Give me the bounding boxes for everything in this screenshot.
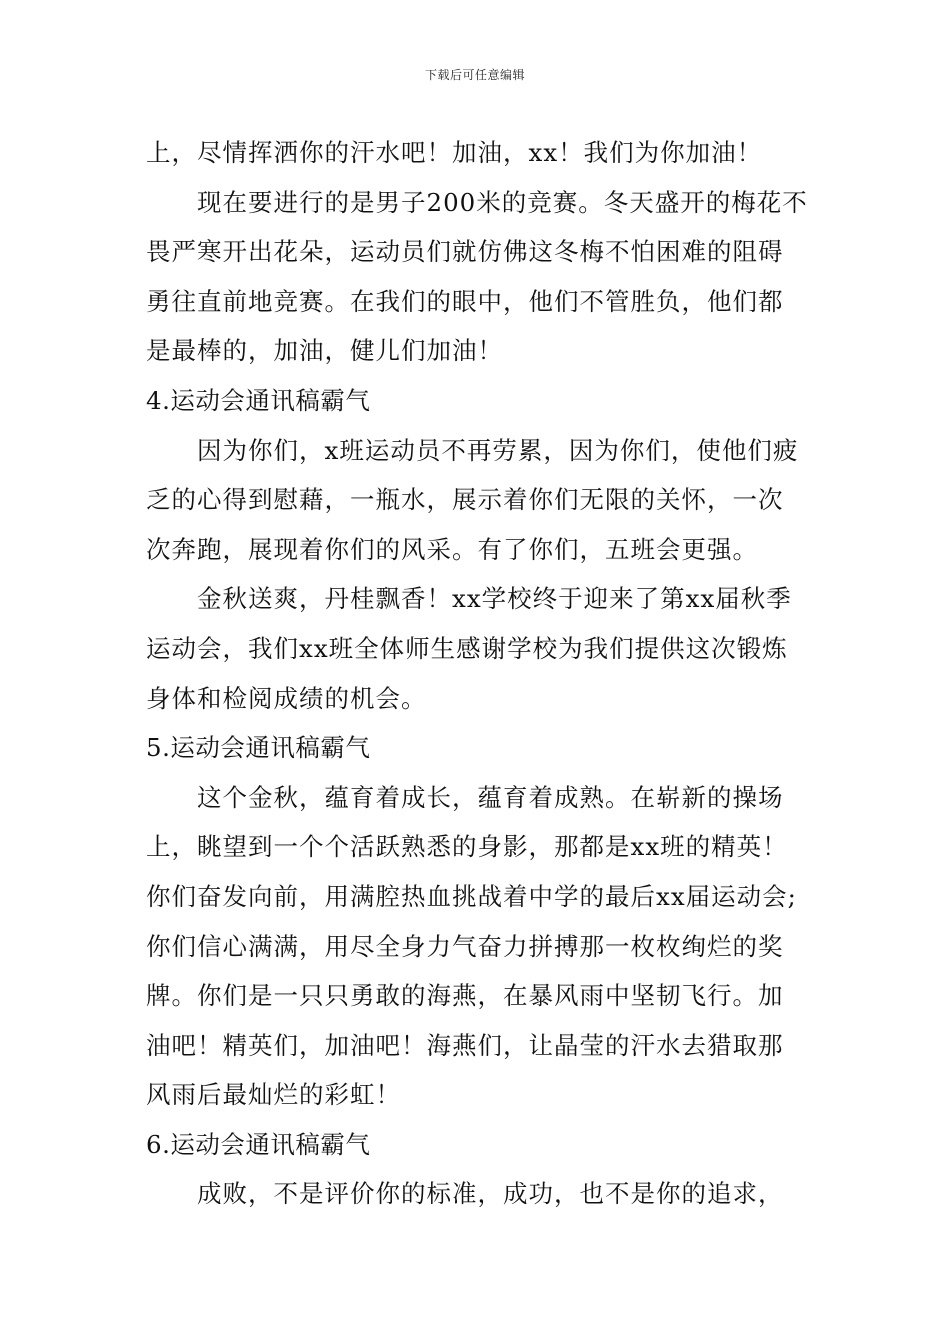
text-line: 上，尽情挥洒你的汗水吧！加油，xx！我们为你加油！ bbox=[146, 138, 763, 167]
text-line: 你们信心满满，用尽全身力气奋力拼搏那一枚枚绚烂的奖 bbox=[146, 931, 784, 961]
text-line: 畏严寒开出花朵，运动员们就仿佛这冬梅不怕困难的阻碍 bbox=[146, 237, 784, 267]
paragraph-start: 因为你们，x班运动员不再劳累，因为你们，使他们疲 bbox=[197, 435, 799, 465]
document-body bbox=[146, 128, 826, 1219]
text-line: 身体和检阅成绩的机会。 bbox=[146, 683, 427, 713]
page-header-note: 下载后可任意编辑 bbox=[424, 68, 525, 82]
paragraph-start: 金秋送爽，丹桂飘香！xx学校终于迎来了第xx届秋季 bbox=[197, 584, 792, 614]
text-line: 运动会，我们xx班全体师生感谢学校为我们提供这次锻炼 bbox=[146, 633, 788, 663]
paragraph-start: 这个金秋，蕴育着成长，蕴育着成熟。在崭新的操场 bbox=[197, 782, 784, 812]
paragraph-start: 现在要进行的是男子200米的竞赛。冬天盛开的梅花不 bbox=[197, 187, 808, 217]
text-line: 上，眺望到一个个活跃熟悉的身影，那都是xx班的精英！ bbox=[146, 832, 788, 862]
text-line: 牌。你们是一只只勇敢的海燕，在暴风雨中坚韧飞行。加 bbox=[146, 981, 784, 1011]
section-heading: 5.运动会通讯稿霸气 bbox=[146, 733, 371, 763]
section-heading: 6.运动会通讯稿霸气 bbox=[146, 1129, 371, 1159]
text-line: 是最棒的，加油，健儿们加油！ bbox=[146, 336, 503, 366]
paragraph-start: 成败，不是评价你的标准，成功，也不是你的追求， bbox=[197, 1179, 784, 1209]
text-line: 你们奋发向前，用满腔热血挑战着中学的最后xx届运动会; bbox=[146, 881, 797, 911]
text-line: 勇往直前地竞赛。在我们的眼中，他们不管胜负，他们都 bbox=[146, 286, 784, 316]
text-line: 油吧！精英们，加油吧！海燕们，让晶莹的汗水去猎取那 bbox=[146, 1030, 784, 1060]
text-line: 乏的心得到慰藉，一瓶水，展示着你们无限的关怀，一次 bbox=[146, 485, 784, 515]
section-heading: 4.运动会通讯稿霸气 bbox=[146, 385, 371, 415]
text-line: 次奔跑，展现着你们的风采。有了你们，五班会更强。 bbox=[146, 534, 758, 564]
text-line: 风雨后最灿烂的彩虹！ bbox=[146, 1080, 401, 1110]
